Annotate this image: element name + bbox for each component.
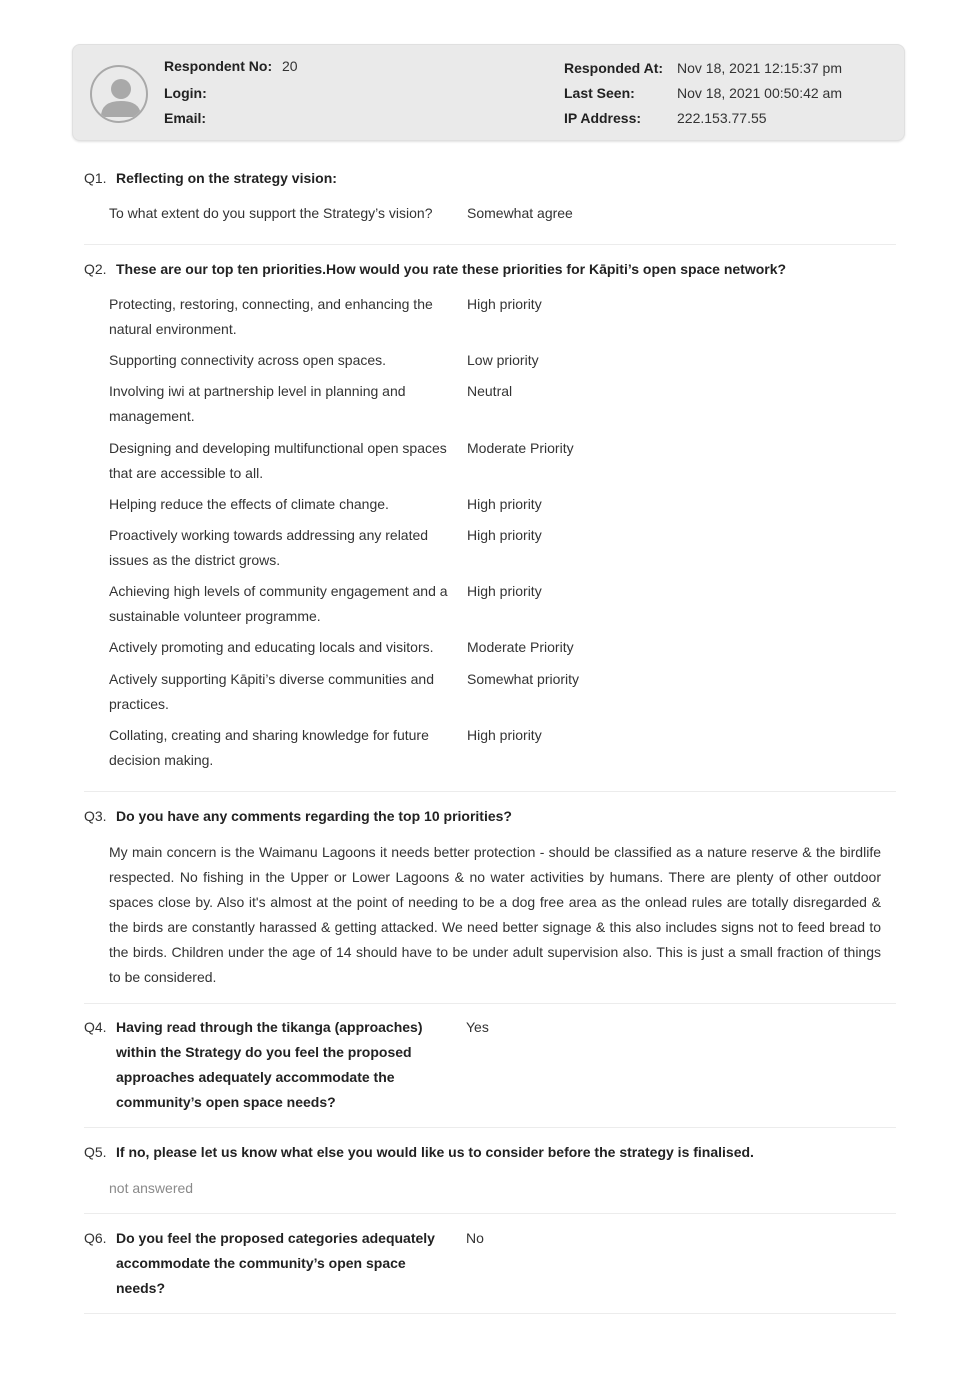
- q1-row-value: Somewhat agree: [467, 205, 573, 221]
- priority-rating: Somewhat priority: [467, 671, 580, 687]
- question-number: Q6.: [84, 1230, 107, 1246]
- divider: [84, 244, 896, 245]
- question-number: Q5.: [84, 1144, 107, 1160]
- priority-rating: High priority: [467, 296, 542, 312]
- priority-rating: Low priority: [467, 352, 539, 368]
- respondent-no-value: 20: [282, 58, 298, 74]
- priority-label: Actively supporting Kāpiti’s diverse communities and practices.: [109, 671, 435, 712]
- q1-row-label: To what extent do you support the Strategy’s vision?: [109, 205, 433, 221]
- priority-rating: Neutral: [467, 383, 513, 399]
- question-title: Do you have any comments regarding the top 10 priorities?: [116, 808, 512, 824]
- login-label: Login:: [164, 85, 207, 101]
- question-number: Q3.: [84, 808, 107, 824]
- priority-rating: Moderate Priority: [467, 440, 574, 456]
- respondent-header: [72, 44, 905, 141]
- user-icon: [92, 67, 148, 123]
- divider: [84, 1313, 896, 1314]
- question-number: Q1.: [84, 170, 107, 186]
- priority-label: Designing and developing multifunctional open spaces that are accessible to all.: [109, 440, 447, 481]
- priority-rating: High priority: [467, 527, 542, 543]
- question-4-heading: [84, 1015, 444, 1115]
- responded-at-label: Responded At:: [564, 60, 664, 76]
- avatar: [90, 65, 148, 123]
- priority-label: Actively promoting and educating locals and visitors.: [109, 639, 434, 655]
- divider: [84, 1213, 896, 1214]
- priority-label: Helping reduce the effects of climate change.: [109, 496, 389, 512]
- question-title: Do you feel the proposed categories adequately accommodate the community’s open space needs?: [116, 1230, 435, 1296]
- divider: [84, 791, 896, 792]
- q3-answer-text: My main concern is the Waimanu Lagoons it needs better protection - should be classified as a nature reserve & the birdlife respected. No fishing in the Upper or Lower Lagoons & no water activities by humans. There are plenty of other outdoor spaces close by. Also it's almost at the point of needing to be a dog free area as the onlead rules are totally disregarded & the birds are constantly harassed & getting attacked. We need better signage & this also includes signs not to feed bread to the birds. Children under the age of 14 should have to be under adult supervision also. This is just a small fraction of things to be considered.: [109, 844, 881, 985]
- responded-at-value: Nov 18, 2021 12:15:37 pm: [677, 60, 843, 76]
- question-number: Q4.: [84, 1019, 107, 1035]
- question-title: Reflecting on the strategy vision:: [116, 170, 337, 186]
- priority-label: Involving iwi at partnership level in planning and management.: [109, 383, 406, 424]
- question-number: Q2.: [84, 261, 107, 277]
- last-seen-value: Nov 18, 2021 00:50:42 am: [677, 85, 843, 101]
- q5-answer: not answered: [109, 1180, 194, 1196]
- divider: [84, 1003, 896, 1004]
- priority-label: Proactively working towards addressing any related issues as the district grows.: [109, 527, 429, 568]
- ip-address-value: 222.153.77.55: [677, 110, 767, 126]
- question-title: If no, please let us know what else you would like us to consider before the strategy is finalised.: [116, 1144, 754, 1160]
- q4-answer: Yes: [466, 1019, 489, 1035]
- priority-label: Achieving high levels of community engagement and a sustainable volunteer programme.: [109, 583, 448, 624]
- priority-rating: Moderate Priority: [467, 639, 574, 655]
- divider: [84, 1127, 896, 1128]
- question-6-heading: [84, 1226, 444, 1302]
- priority-label: Protecting, restoring, connecting, and enhancing the natural environment.: [109, 296, 433, 337]
- ip-address-label: IP Address:: [564, 110, 642, 126]
- email-label: Email:: [164, 110, 207, 126]
- q6-answer: No: [466, 1230, 484, 1246]
- priority-label: Supporting connectivity across open spaces.: [109, 352, 387, 368]
- priority-label: Collating, creating and sharing knowledge for future decision making.: [109, 727, 429, 768]
- priority-rating: High priority: [467, 727, 542, 743]
- question-title: These are our top ten priorities.How would you rate these priorities for Kāpiti’s open space network?: [116, 261, 787, 277]
- last-seen-label: Last Seen:: [564, 85, 635, 101]
- priority-rating: High priority: [467, 583, 542, 599]
- priority-rating: High priority: [467, 496, 542, 512]
- question-title: Having read through the tikanga (approaches) within the Strategy do you feel the proposed approaches adequately accommodate the community’s open space needs?: [116, 1019, 423, 1110]
- respondent-no-label: Respondent No:: [164, 58, 273, 74]
